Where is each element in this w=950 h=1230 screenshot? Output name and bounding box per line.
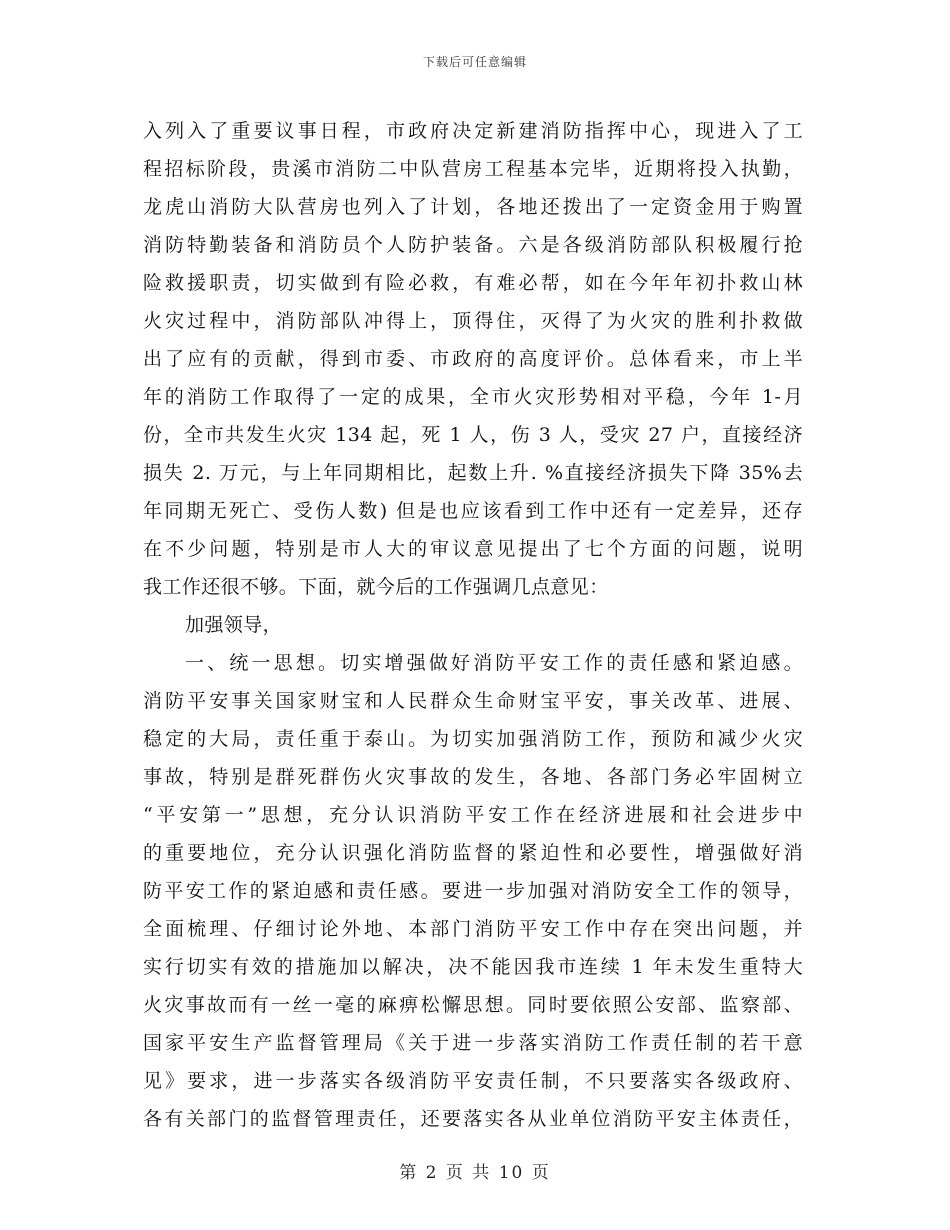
text-line: 险救援职责，切实做到有险必救，有难必帮，如在今年年初扑救山林 bbox=[143, 272, 803, 294]
section-heading: 加强领导， bbox=[185, 614, 283, 636]
page-header: 下载后可任意编辑 bbox=[422, 55, 527, 69]
text-line: 防平安工作的紧迫感和责任感。要进一步加强对消防安全工作的领导， bbox=[143, 880, 803, 902]
text-line: “平安第一”思想，充分认识消防平安工作在经济进展和社会进步中 bbox=[143, 804, 803, 826]
text-line: 程招标阶段，贵溪市消防二中队营房工程基本完毕，近期将投入执勤， bbox=[143, 158, 803, 180]
text-line: 损失 2. 万元，与上年同期相比，起数上升. %直接经济损失下降 35%去 bbox=[143, 462, 803, 484]
text-line: 入列入了重要议事日程，市政府决定新建消防指挥中心，现进入了工 bbox=[143, 120, 803, 142]
text-line: 份，全市共发生火灾 134 起，死 1 人，伤 3 人，受灾 27 户，直接经济 bbox=[143, 424, 803, 446]
text-line: 的重要地位，充分认识强化消防监督的紧迫性和必要性，增强做好消 bbox=[143, 842, 803, 864]
text-line: 见》要求，进一步落实各级消防平安责任制，不只要落实各级政府、 bbox=[143, 1070, 803, 1092]
text-line: 稳定的大局，责任重于泰山。为切实加强消防工作，预防和减少火灾 bbox=[143, 728, 803, 750]
text-line: 出了应有的贡献，得到市委、市政府的高度评价。总体看来，市上半 bbox=[143, 348, 803, 370]
text-line: 国家平安生产监督管理局《关于进一步落实消防工作责任制的若干意 bbox=[143, 1032, 803, 1054]
text-line: 我工作还很不够。下面，就今后的工作强调几点意见： bbox=[143, 576, 609, 598]
text-line: 火灾事故而有一丝一毫的麻痹松懈思想。同时要依照公安部、监察部、 bbox=[143, 994, 803, 1016]
text-line: 全面梳理、仔细讨论外地、本部门消防平安工作中存在突出问题，并 bbox=[143, 918, 803, 940]
text-line: 龙虎山消防大队营房也列入了计划，各地还拨出了一定资金用于购置 bbox=[143, 196, 803, 218]
text-line: 年的消防工作取得了一定的成果，全市火灾形势相对平稳，今年 1-月 bbox=[143, 386, 803, 408]
text-line: 消防平安事关国家财宝和人民群众生命财宝平安，事关改革、进展、 bbox=[143, 690, 803, 712]
text-line: 事故，特别是群死群伤火灾事故的发生，各地、各部门务必牢固树立 bbox=[143, 766, 803, 788]
text-line: 各有关部门的监督管理责任，还要落实各从业单位消防平安主体责任， bbox=[143, 1108, 803, 1130]
text-line: 消防特勤装备和消防员个人防护装备。六是各级消防部队积极履行抢 bbox=[143, 234, 803, 256]
text-line: 一、统一思想。切实增强做好消防平安工作的责任感和紧迫感。 bbox=[185, 652, 803, 674]
page-number: 第 2 页 共 10 页 bbox=[399, 1163, 551, 1183]
document-body bbox=[143, 112, 803, 1138]
text-line: 年同期无死亡、受伤人数) 但是也应该看到工作中还有一定差异，还存 bbox=[143, 500, 803, 522]
text-line: 火灾过程中，消防部队冲得上，顶得住，灭得了为火灾的胜利扑救做 bbox=[143, 310, 803, 332]
text-line: 在不少问题，特别是市人大的审议意见提出了七个方面的问题，说明 bbox=[143, 538, 803, 560]
text-line: 实行切实有效的措施加以解决，决不能因我市连续 1 年未发生重特大 bbox=[143, 956, 803, 978]
